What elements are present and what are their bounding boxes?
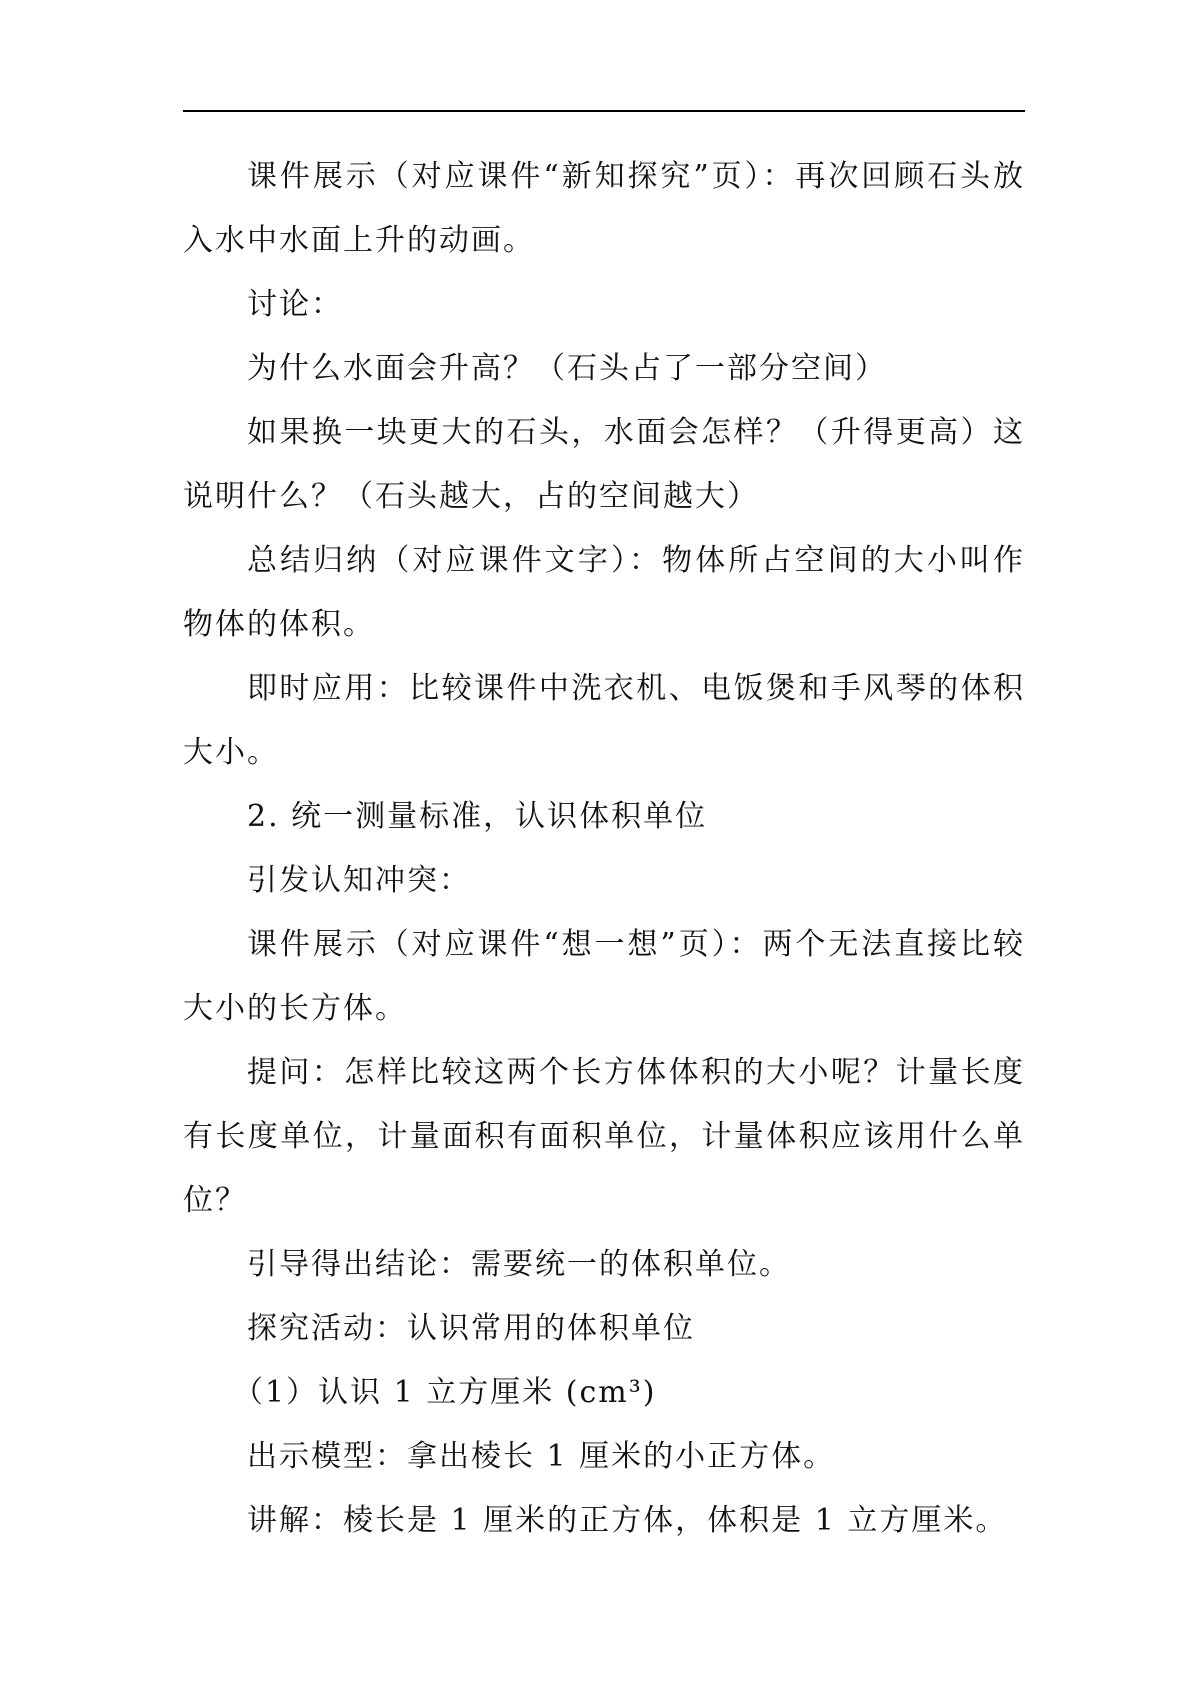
paragraph-courseware-display-2: 课件展示（对应课件“想一想”页）：两个无法直接比较大小的长方体。 — [183, 927, 1025, 1026]
paragraph-immediate-application: 即时应用：比较课件中洗衣机、电饭煲和手风琴的体积大小。 — [183, 671, 1025, 770]
paragraph-exploration-activity: 探究活动：认识常用的体积单位 — [247, 1311, 695, 1346]
paragraph-subsection-cubic-centimeter: （1）认识 1 立方厘米 (cm³) — [233, 1375, 657, 1410]
paragraph-summary-volume-definition: 总结归纳（对应课件文字）：物体所占空间的大小叫作物体的体积。 — [183, 543, 1025, 642]
paragraph-question-compare-cuboids: 提问：怎样比较这两个长方体体积的大小呢？计量长度有长度单位，计量面积有面积单位，计量体积应该用什么单位？ — [183, 1055, 1025, 1218]
paragraph-question-water-rise: 为什么水面会升高？（石头占了一部分空间） — [247, 351, 887, 386]
paragraph-explanation: 讲解：棱长是 1 厘米的正方体，体积是 1 立方厘米。 — [247, 1503, 1008, 1538]
paragraph-courseware-display-1: 课件展示（对应课件“新知探究”页）：再次回顾石头放入水中水面上升的动画。 — [183, 159, 1025, 258]
paragraph-cognitive-conflict: 引发认知冲突： — [247, 863, 471, 898]
paragraph-discussion-heading: 讨论： — [247, 287, 343, 322]
paragraph-guided-conclusion: 引导得出结论：需要统一的体积单位。 — [247, 1247, 791, 1282]
paragraph-section-2-heading: 2. 统一测量标准，认识体积单位 — [247, 799, 708, 834]
document-body — [183, 145, 1025, 1553]
paragraph-show-model: 出示模型：拿出棱长 1 厘米的小正方体。 — [247, 1439, 836, 1474]
paragraph-question-bigger-stone: 如果换一块更大的石头，水面会怎样？（升得更高）这说明什么？（石头越大，占的空间越大） — [183, 415, 1025, 514]
header-rule — [183, 110, 1025, 112]
